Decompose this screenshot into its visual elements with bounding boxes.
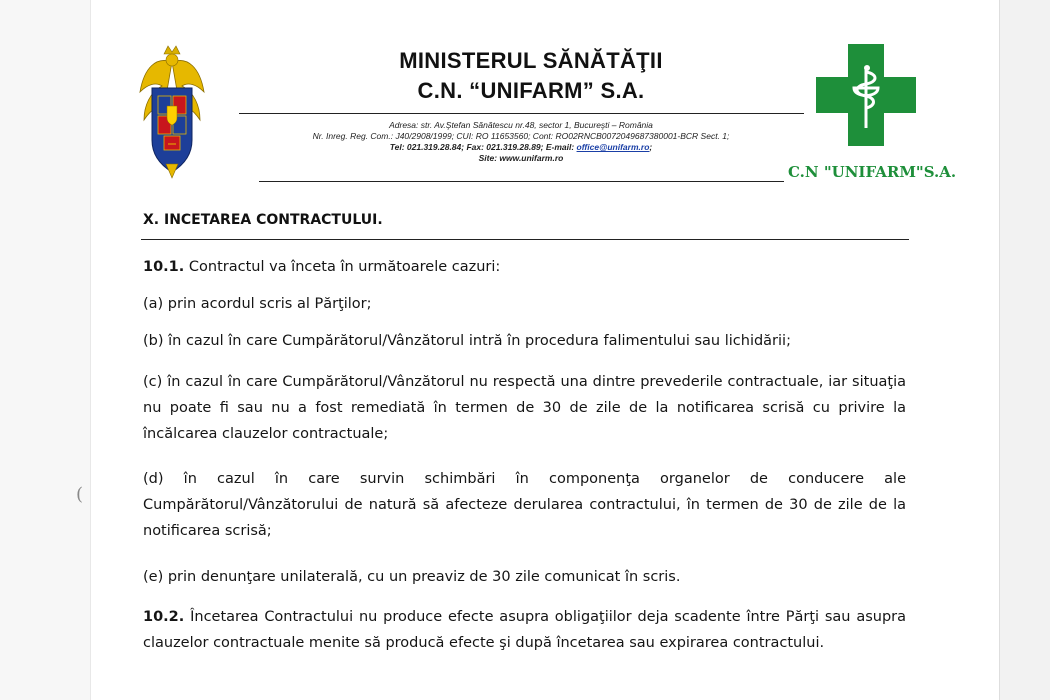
section-divider [141,239,909,240]
romanian-coat-of-arms-icon [138,44,206,180]
background-right [998,0,1050,700]
clause-item-d: (d) în cazul în care survin schimbări în componenţa organelor de conducere ale Cumpărătorul/Vânzătorului de natură să afecteze derularea contractului, în termen de 30 de zile de la notificarea scrisă; [143,471,906,539]
clause-text: Contractul va înceta în următoarele cazuri: [184,259,501,275]
clause-item-e: (e) prin denunţare unilaterală, cu un preaviz de 30 zile comunicat în scris. [143,569,681,585]
site-text: Site: www.unifarm.ro [478,153,564,163]
clause-item-a: (a) prin acordul scris al Părţilor; [143,296,372,312]
contact-line [231,142,811,152]
section-heading: X. INCETAREA CONTRACTULUI. [143,212,383,228]
clause-number: 10.2. [143,609,185,625]
email-link[interactable]: office@unifarm.ro [576,142,650,152]
clause-item-c: (c) în cazul în care Cumpărătorul/Vânzătorul nu respectă una dintre prevederile contractuale, iar situaţia nu poate fi sau nu a fost remediată în termen de 30 de zile de la notificarea scrisă cu privire la încălcarea clauzelor contractuale; [143,374,906,442]
address-line: Adresa: str. Av.Ştefan Sănătescu nr.48, sector 1, Bucureşti – România [389,120,653,130]
background-left [0,0,90,700]
header-divider-bottom [259,181,784,182]
registry-line: Nr. Inreg. Reg. Com.: J40/2908/1999; CUI: RO 11653560; Cont: RO02RNCB0072049687380001-BCR Sect. 1; [312,131,730,141]
bowl-of-hygieia-icon [844,58,888,132]
clause-number: 10.1. [143,259,185,275]
ministry-title: MINISTERUL SĂNĂTĂŢII [399,48,663,73]
clause-10-2 [143,604,906,656]
brand-caption: C.N "UNIFARM"S.A. [788,163,957,181]
contact-phone-fax: Tel: 021.319.28.84; Fax: 021.319.28.89; E-mail: [389,142,577,152]
site-line [231,153,811,163]
document-page [90,0,1000,700]
company-title: C.N. “UNIFARM” S.A. [417,78,645,103]
contact-suffix: ; [649,142,653,152]
clause-item-b: (b) în cazul în care Cumpărătorul/Vânzătorul intră în procedura falimentului sau lichidării; [143,333,791,349]
clause-10-1 [143,254,906,280]
header-divider-top [239,113,804,114]
pharmacy-cross-icon [816,44,916,146]
clause-text: Încetarea Contractului nu produce efecte asupra obligaţiilor deja scadente între Părţi sau asupra clauzelor contractuale menite să producă efecte şi după încetarea sau expirarea contractului. [143,609,906,651]
margin-mark: ( [76,484,84,505]
